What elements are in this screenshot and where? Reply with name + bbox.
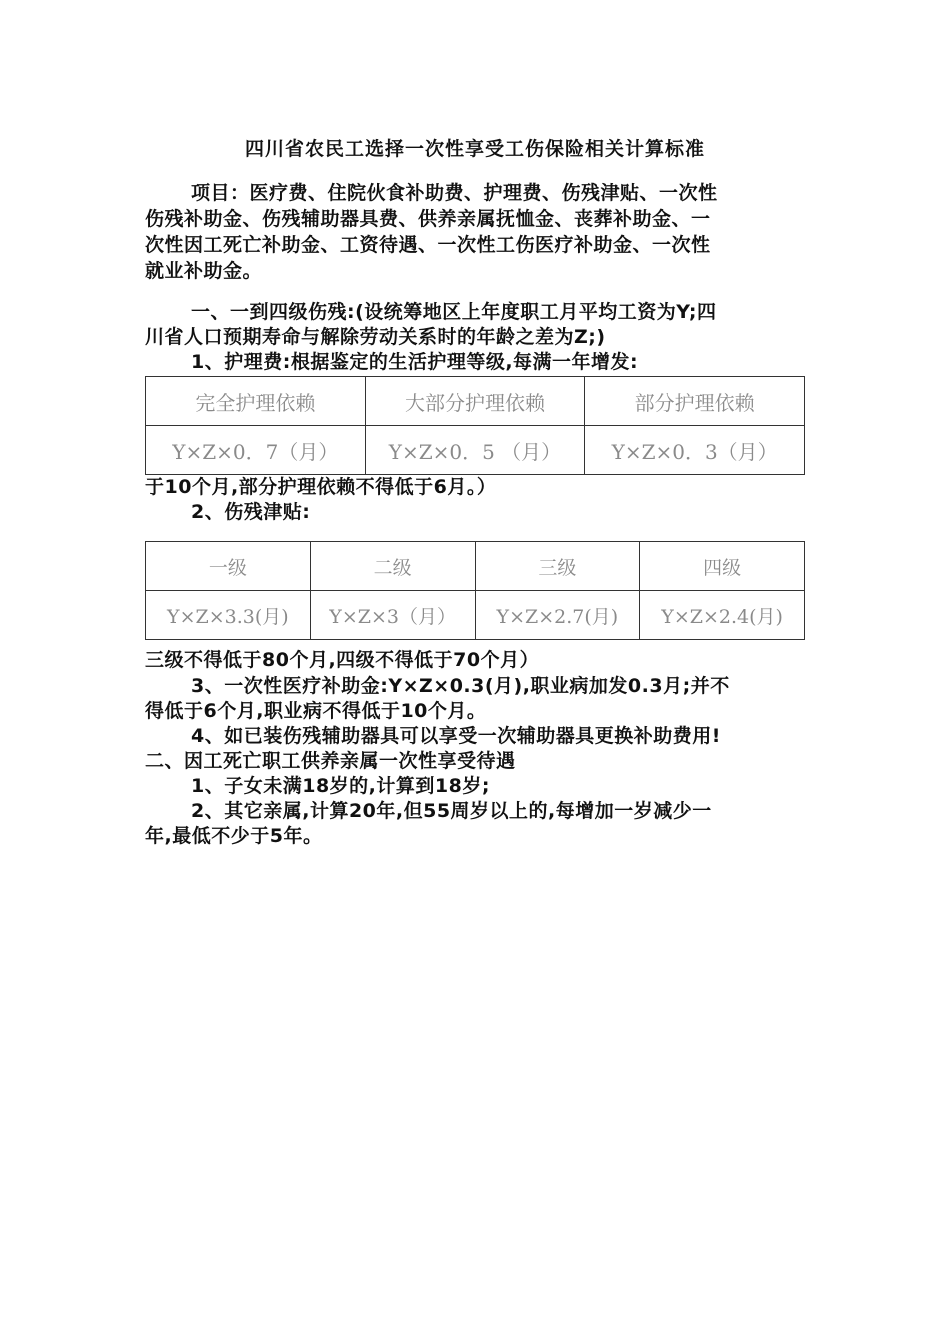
table-cell: Y×Z×3.3(月) [146,591,311,640]
nursing-fee-table [145,376,805,475]
table-cell: Y×Z×0．3（月） [585,426,805,475]
items-line: 项目：医疗费、住院伙食补助费、护理费、伤残津贴、一次性 [191,182,718,204]
section2-item2-line: 年,最低不少于5年。 [145,825,323,847]
section2-heading: 二、因工死亡职工供养亲属一次性享受待遇 [145,750,516,772]
table-cell: Y×Z×2.4(月) [640,591,805,640]
table-row [146,377,805,426]
table-cell: Y×Z×0．7（月） [146,426,366,475]
section1-intro-line: 川省人口预期寿命与解除劳动关系时的年龄之差为Z;) [145,326,606,348]
nursing-heading: 1、护理费:根据鉴定的生活护理等级,每满一年增发: [191,351,639,373]
assistive-device-note: 4、如已装伤残辅助器具可以享受一次辅助器具更换补助费用! [191,725,721,747]
disability-note: 三级不得低于80个月,四级不得低于70个月） [145,649,540,671]
medical-line: 得低于6个月,职业病不得低于10个月。 [145,700,487,722]
items-line: 次性因工死亡补助金、工资待遇、一次性工伤医疗补助金、一次性 [145,234,711,256]
table-header-cell: 一级 [146,542,311,591]
table-cell: Y×Z×3（月） [310,591,475,640]
table-cell: Y×Z×0．5 （月） [365,426,585,475]
table-cell: Y×Z×2.7(月) [475,591,640,640]
items-line: 就业补助金。 [145,260,263,282]
table-header-cell: 部分护理依赖 [585,377,805,426]
disability-heading: 2、伤残津贴: [191,501,311,523]
table-row [146,542,805,591]
table-header-cell: 四级 [640,542,805,591]
document-title: 四川省农民工选择一次性享受工伤保险相关计算标准 [244,138,705,160]
section2-item1: 1、子女未满18岁的,计算到18岁; [191,775,490,797]
medical-line: 3、一次性医疗补助金:Y×Z×0.3(月),职业病加发0.3月;并不 [191,675,730,697]
table-row [146,426,805,475]
table-header-cell: 三级 [475,542,640,591]
medical-subsidy-paragraph [145,674,805,724]
table-header-cell: 大部分护理依赖 [365,377,585,426]
items-line: 伤残补助金、伤残辅助器具费、供养亲属抚恤金、丧葬补助金、一 [145,208,711,230]
section1-intro-line: 一、一到四级伤残:(设统筹地区上年度职工月平均工资为Y;四 [191,301,717,323]
nursing-note: 于10个月,部分护理依赖不得低于6月。） [145,476,497,498]
items-paragraph [145,180,805,284]
section1-intro [145,300,805,350]
section2-item2 [145,799,805,849]
table-header-cell: 完全护理依赖 [146,377,366,426]
section2-item2-line: 2、其它亲属,计算20年,但55周岁以上的,每增加一岁减少一 [191,800,712,822]
table-row [146,591,805,640]
table-header-cell: 二级 [310,542,475,591]
disability-allowance-table [145,541,805,640]
